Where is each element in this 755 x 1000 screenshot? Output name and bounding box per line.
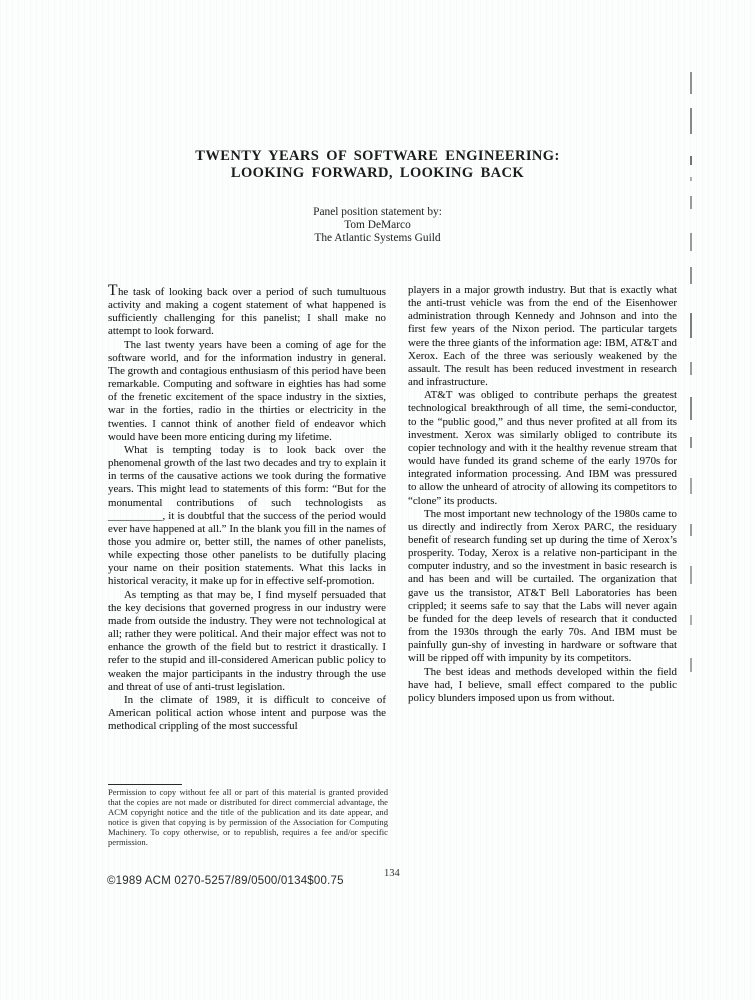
scan-artifact-dash [690,72,692,94]
footnote-rule [108,784,182,785]
paragraph: What is tempting today is to look back over the phenomenal growth of the last two decades and try to explain it in terms of the causative actions we took during the formative years. This might lead to statements of this form: “But for the monumental contributions of such technologists as __________, it is doubtful that the success of the period would ever have happened at all.” In the blank you fill in the names of those you admire or, better still, the names of other panelists, while expecting those other panelists to be dutifully placing your name on their position statements. What this lacks in historical veracity, it make up for in effective self-promotion. [108,443,386,588]
paragraph: In the climate of 1989, it is difficult to conceive of American political action whose intent and purpose was the methodical crippling of the most successful [108,693,386,733]
scan-artifact-dash [690,362,692,375]
paragraph: The most important new technology of the 1980s came to us directly and indirectly from Xerox PARC, the residuary benefit of research funding set up during the time of Xerox’s prosperity. Today, Xerox is a relative non-participant in the computer industry, and so the investment in basic research is and has been and will be curtailed. The organization that gave us the transistor, AT&T Bell Laboratories has been crippled; it seems safe to say that the Labs will never again be funded for the deep levels of research that it conducted from the 1930s through the early 70s. And IBM must be painfully gun-shy of investing in hardware or software that will be ripped off with impunity by its competitors. [408,507,677,665]
scan-artifact-dash [690,566,692,584]
title-line-1: TWENTY YEARS OF SOFTWARE ENGINEERING: [195,148,560,164]
paragraph-text: he task of looking back over a period of such tumultuous activity and making a cogent statement of what happened is sufficiently challenging for this panelist; I shall make no attempt to look forward. [108,286,386,338]
scan-artifact-dash [690,658,692,672]
paragraph: The best ideas and methods developed within the field have had, I believe, small effect compared to the public policy blunders imposed upon us from without. [408,665,677,704]
scan-artifact-dash [690,524,692,536]
scan-artifact-dash [690,478,692,494]
paragraph: players in a major growth industry. But that is exactly what the anti-trust vehicle was from the end of the Eisenhower administration through Kennedy and Johnson and into the first few years of the Nixon period. The particular targets were the three giants of the information age: IBM, AT&T and Xerox. Each of the three was seriously weakened by the assault. The result has been reduced investment in research and infrastructure. [408,284,677,389]
title-line-2: LOOKING FORWARD, LOOKING BACK [230,165,525,181]
byline [0,206,755,245]
scan-artifact-dash [690,233,692,251]
scan-artifact-dash [690,196,692,209]
scan-artifact-dash [690,615,692,625]
scan-artifact-dash [690,397,692,420]
copyright-line: ©1989 ACM 0270-5257/89/0500/0134$00.75 [107,875,344,887]
paragraph: As tempting as that may be, I find myself persuaded that the key decisions that governed progress in our industry were made from outside the industry. They were not technological at all; rather they were political. And their major effect was not to enhance the growth of the field but to restrict it drastically. I refer to the stupid and ill-considered American public policy to weaken the major participants in the industry through the use and threat of use of anti-trust legislation. [108,588,386,693]
scan-artifact-dash [690,156,692,165]
paragraph [108,284,386,339]
scan-artifact-dash [690,267,692,284]
footnote-text: Permission to copy without fee all or part of this material is granted provided that the copies are not made or distributed for direct commercial advantage, the ACM copyright notice and the title of the publication and its date appear, and notice is given that copying is by permission of the Association for Computing Machinery. To copy otherwise, or to republish, requires a fee and/or specific permission. [108,787,388,847]
byline-author: Tom DeMarco [344,219,411,231]
paragraph: AT&T was obliged to contribute perhaps the greatest technological breakthrough of all time, the semi-conductor, to the “public good,” and thus never profited at all from its investment. Xerox was similarly obliged to contribute its copier technology and with it the healthy revenue stream that would have funded its grand scheme of the early 1970s for integrated information processing. And IBM was pressured to allow the unheard of atrocity of allowing its competitors to “clone” its products. [408,389,677,507]
paper-title [0,148,755,182]
left-column [108,284,386,733]
scan-artifact-dash [690,313,692,338]
scan-artifact-dash [690,177,692,181]
byline-statement: Panel position statement by: [313,206,442,218]
scan-artifact-dash [690,437,692,448]
permission-footnote [108,784,388,847]
lead-capital: T [108,282,118,299]
scan-artifact-dash [690,108,692,134]
paragraph: The last twenty years have been a coming of age for the software world, and for the information industry in general. The growth and contagious enthusiasm of this period have been remarkable. Computing and software in eighties has had some of the frenetic excitement of the space industry in the sixties, war in the forties, radio in the thirties or electricity in the twenties. I cannot think of another field of endeavor which would have been more enticing during my lifetime. [108,338,386,443]
byline-affiliation: The Atlantic Systems Guild [314,232,441,244]
page-number: 134 [384,868,400,879]
right-column [408,284,677,705]
